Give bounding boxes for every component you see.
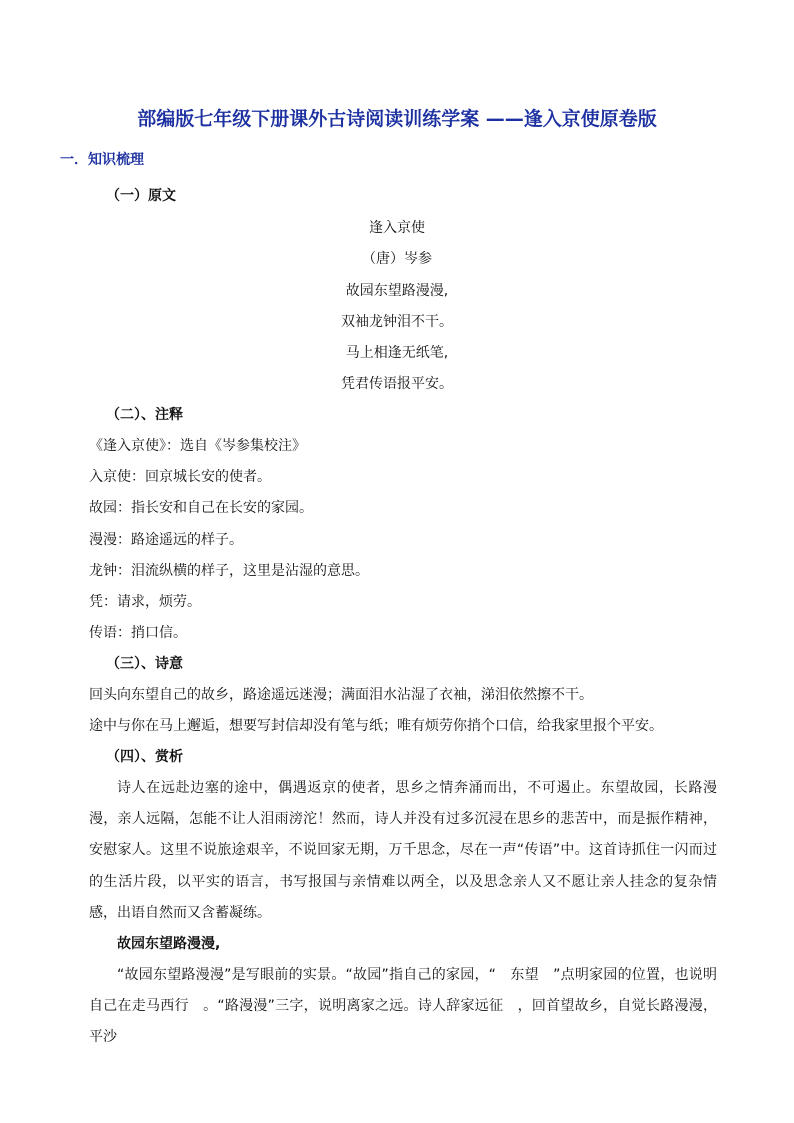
note-item: 凭：请求，烦劳。 [89, 594, 201, 610]
poem-line: 马上相逢无纸笔, [345, 345, 449, 361]
meaning-line: 途中与你在马上邂逅，想要写封信却没有笔与纸；唯有烦劳你捎个口信，给我家里报个平安。 [89, 718, 663, 734]
analysis-paragraph: “故园东望路漫漫”是写眼前的实景。“故园”指自己的家园，“ 东望 ”点明家园的位置，也说明自己在走马西行 。“路漫漫”三字，说明离家之远。诗人辞家远征 ，回首望故乡，自觉长路漫漫，平沙 [89, 967, 717, 1046]
subheading-original: （一）原文 [106, 188, 176, 204]
appreciation-paragraph: 诗人在远赴边塞的途中，偶遇返京的使者，思乡之情奔涌而出，不可遏止。东望故园，长路漫漫，亲人远隔，怎能不让人泪雨滂沱！然而，诗人并没有过多沉浸在思乡的悲苦中，而是振作精神，安慰家人。这里不说旅途艰辛，不说回家无期，万千思念，尽在一声“传语”中。这首诗抓住一闪而过的生活片段，以平实的语言，书写报国与亲情难以两全，以及思念亲人又不愿让亲人挂念的复杂情感，出语自然而又含蓄凝练。 [89, 780, 717, 921]
poem-title: 逢入京使 [369, 220, 425, 236]
analysis-line-title: 故园东望路漫漫, [117, 936, 221, 952]
subheading-meaning: （三）、诗意 [106, 656, 183, 672]
note-item: 入京使：回京城长安的使者。 [89, 469, 271, 485]
subheading-appreciation: （四）、赏析 [106, 749, 183, 765]
subheading-notes: （二）、注释 [106, 407, 183, 423]
note-item: 《逢入京使》：选自《岑参集校注》 [89, 438, 306, 454]
poem-line: 故园东望路漫漫, [345, 283, 449, 299]
note-item: 漫漫：路途遥远的样子。 [89, 532, 243, 548]
note-item: 龙钟：泪流纵横的样子，这里是沾湿的意思。 [89, 563, 369, 579]
document-title: 部编版七年级下册课外古诗阅读训练学案 ——逢入京使原卷版 [137, 108, 657, 130]
poem-author: （唐）岑参 [362, 251, 432, 267]
section-heading-knowledge: 一．知识梳理 [60, 152, 144, 168]
note-item: 故园：指长安和自己在长安的家园。 [89, 500, 313, 516]
poem-line: 双袖龙钟泪不干。 [341, 314, 453, 330]
poem-line: 凭君传语报平安。 [341, 376, 453, 392]
note-item: 传语：捎口信。 [89, 625, 187, 641]
meaning-line: 回头向东望自己的故乡，路途遥远迷漫；满面泪水沾湿了衣袖，涕泪依然擦不干。 [89, 687, 593, 703]
